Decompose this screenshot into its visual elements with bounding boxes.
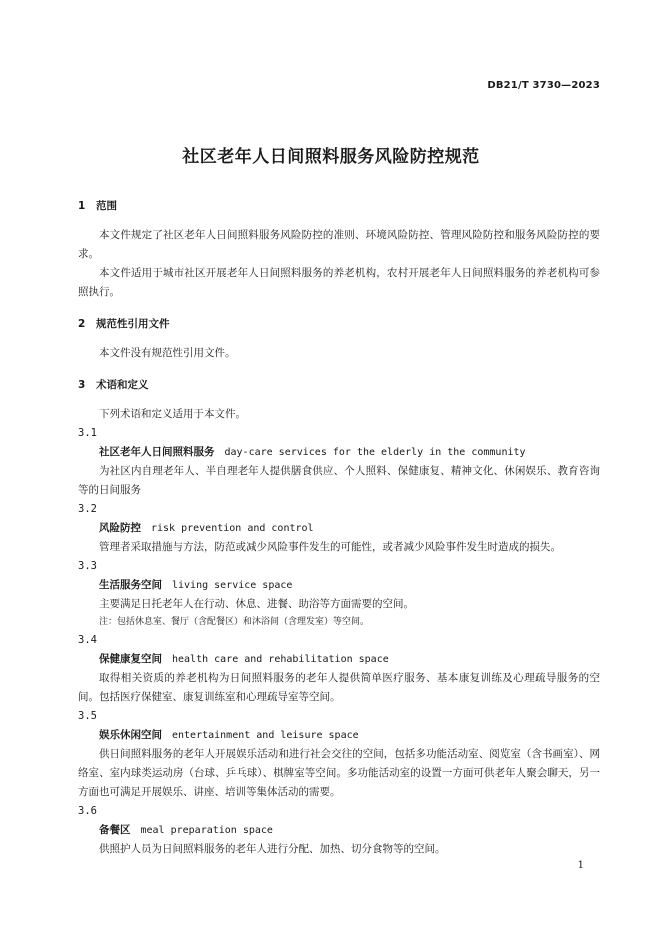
section-title: 规范性引用文件 [96, 318, 170, 330]
term-number: 3.5 [78, 710, 97, 722]
term-chinese: 社区老年人日间照料服务 [99, 446, 215, 458]
term-heading [78, 821, 600, 840]
document-body [78, 196, 600, 859]
term-heading [78, 443, 600, 462]
term-entry [78, 802, 600, 859]
section-number: 3 [78, 379, 86, 391]
standard-id: DB21/T 3730—2023 [487, 80, 600, 91]
section-heading-scope [78, 196, 600, 216]
term-english: risk prevention and control [151, 523, 314, 534]
paragraph: 本文件没有规范性引用文件。 [99, 347, 236, 359]
term-heading [78, 519, 600, 538]
term-chinese: 保健康复空间 [99, 653, 162, 665]
term-number: 3.2 [78, 503, 97, 515]
term-english: living service space [172, 580, 293, 591]
term-entry [78, 707, 600, 802]
term-note: 注：包括休息室、餐厅（含配餐区）和沐浴间（含理发室）等空间。 [99, 617, 370, 627]
term-entry [78, 557, 600, 631]
term-definition: 供日间照料服务的老年人开展娱乐活动和进行社会交往的空间，包括多功能活动室、阅览室（含书画室）、网络室、室内球类运动房（台球、乒乓球）、棋牌室等空间。多功能活动室的设置一方面可供老年人聚会聊天，另一方面也可满足开展娱乐、讲座、培训等集体活动的需要。 [78, 748, 600, 798]
term-number: 3.4 [78, 634, 97, 646]
paragraph: 本文件适用于城市社区开展老年人日间照料服务的养老机构，农村开展老年人日间照料服务的养老机构可参照执行。 [78, 267, 600, 298]
term-english: day-care services for the elderly in the community [224, 447, 526, 458]
term-definition: 供照护人员为日间照料服务的老年人进行分配、加热、切分食物等的空间。 [99, 843, 446, 855]
term-definition: 主要满足日托老年人在行动、休息、进餐、助浴等方面需要的空间。 [99, 598, 414, 610]
term-heading [78, 726, 600, 745]
term-entry [78, 631, 600, 707]
term-heading [78, 650, 600, 669]
term-entry [78, 424, 600, 500]
document-title: 社区老年人日间照料服务风险防控规范 [182, 147, 480, 167]
term-entry [78, 500, 600, 557]
section-title: 术语和定义 [96, 379, 149, 391]
term-chinese: 娱乐休闲空间 [99, 729, 162, 741]
section-title: 范围 [96, 200, 117, 212]
term-chinese: 备餐区 [99, 824, 131, 836]
term-heading [78, 576, 600, 595]
term-number: 3.6 [78, 805, 97, 817]
section-heading-terms [78, 375, 600, 395]
paragraph: 本文件规定了社区老年人日间照料服务风险防控的准则、环境风险防控、管理风险防控和服务风险防控的要求。 [78, 229, 600, 260]
term-english: entertainment and leisure space [172, 730, 359, 741]
term-chinese: 生活服务空间 [99, 579, 162, 591]
section-number: 1 [78, 200, 86, 212]
term-english: health care and rehabilitation space [172, 654, 389, 665]
paragraph: 下列术语和定义适用于本文件。 [99, 408, 246, 420]
term-english: meal preparation space [140, 825, 273, 836]
term-definition: 管理者采取措施与方法，防范或减少风险事件发生的可能性，或者减少风险事件发生时造成的损失。 [99, 541, 561, 553]
term-definition: 取得相关资质的养老机构为日间照料服务的老年人提供简单医疗服务、基本康复训练及心理疏导服务的空间。包括医疗保健室、康复训练室和心理疏导室等空间。 [78, 672, 600, 703]
section-number: 2 [78, 318, 86, 330]
page-number: 1 [577, 860, 584, 871]
section-heading-normative-references [78, 314, 600, 334]
term-definition: 为社区内自理老年人、半自理老年人提供膳食供应、个人照料、保健康复、精神文化、休闲娱乐、教育咨询等的日间服务 [78, 465, 600, 496]
term-number: 3.1 [78, 427, 97, 439]
term-number: 3.3 [78, 560, 97, 572]
term-chinese: 风险防控 [99, 522, 141, 534]
